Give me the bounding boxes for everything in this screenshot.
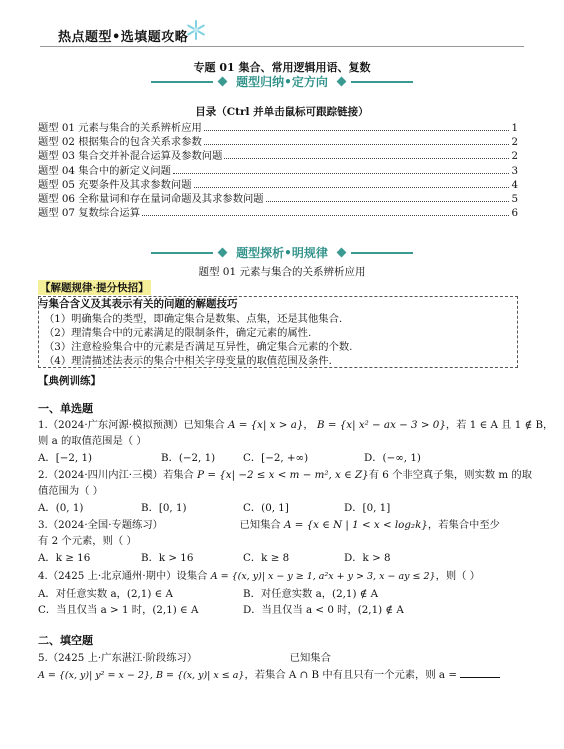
banner-line-left — [151, 81, 213, 83]
question-text: ，若 1 ∈ A 且 1 ∉ B， — [445, 419, 554, 431]
option-b[interactable]: B．[0, 1) — [141, 502, 187, 514]
banner-text: 题型归纳•定方向 — [236, 75, 328, 89]
toc-item[interactable] — [38, 119, 518, 133]
toc-item[interactable] — [38, 147, 518, 161]
math-set: B = {x| x² − ax − 3 > 0} — [316, 419, 446, 431]
banner-line-right — [351, 81, 413, 83]
toc-item[interactable] — [38, 133, 518, 147]
section-heading-single-choice: 一、单选题 — [38, 402, 93, 415]
toc-leader — [173, 173, 510, 174]
option-d[interactable]: D．当且仅当 a < 0 时，(2,1) ∉ A — [243, 604, 404, 616]
math-set: A = {x| x > a} — [228, 419, 304, 431]
section-heading-fill-in: 二、填空题 — [38, 634, 93, 647]
option-a[interactable]: A．k ≥ 16 — [38, 552, 91, 564]
question-1-stem-cont: 则 a 的取值范围是（ ） — [38, 435, 147, 447]
table-of-contents — [38, 119, 518, 218]
math-set: A = {(x, y)| x − y ≥ 1, a²x + y > 3, x − ay ≤ 2} — [210, 571, 436, 582]
toc-leader — [204, 130, 510, 131]
toc-item-label[interactable]: 题型 01 元素与集合的关系辨析应用 — [38, 122, 202, 134]
question-2-stem — [38, 466, 532, 481]
question-text: 有 6 个非空真子集，则实数 m 的取 — [368, 469, 532, 481]
tips-heading: 与集合含义及其表示有关的问题的解题技巧 — [38, 298, 238, 310]
option-d[interactable]: D．(−∞, 1) — [364, 452, 421, 464]
option-c[interactable]: C．[−2, +∞) — [243, 452, 309, 464]
toc-leader — [204, 144, 510, 145]
banner-text: 题型探析•明规律 — [236, 246, 328, 260]
question-text: 2.（2024·四川内江·三模）若集合 — [38, 469, 194, 481]
toc-item-page: 2 — [511, 150, 518, 163]
option-d[interactable]: D．k > 8 — [344, 552, 391, 564]
toc-leader — [224, 158, 509, 159]
option-a[interactable]: A．(0, 1) — [38, 502, 84, 514]
toc-item-label[interactable]: 题型 07 复数综合运算 — [38, 207, 141, 220]
question-text: ， — [303, 419, 314, 431]
option-c[interactable]: C．k ≥ 8 — [243, 552, 290, 564]
banner-line-left — [151, 252, 213, 254]
toc-item[interactable] — [38, 190, 518, 204]
question-text: ，则（ ） — [435, 570, 481, 582]
toc-item-label[interactable]: 题型 06 全称量词和存在量词命题及其求参数问题 — [38, 192, 264, 205]
toc-item-page: 3 — [511, 164, 518, 177]
question-text: 4.（2425 上·北京通州·期中）设集合 — [38, 570, 208, 582]
math-set: A = {(x, y)| y² = x − 2}, B = {(x, y)| x ≤ a} — [38, 670, 245, 681]
subsection-title: 题型 01 元素与集合的关系辨析应用 — [198, 266, 366, 278]
toc-item-page: 5 — [511, 192, 518, 205]
question-2-stem-cont: 值范围为（ ） — [38, 485, 104, 497]
diamond-icon — [218, 248, 228, 258]
tips-label: 【解题规律·提分快招】 — [40, 282, 149, 294]
toc-item-page: 6 — [511, 207, 518, 220]
question-text: ，若集合 A ∩ B 中有且只有一个元素，则 a = — [244, 669, 457, 681]
snowflake-icon — [186, 20, 206, 40]
math-set: P = {x| −2 ≤ x < m − m², x ∈ Z} — [197, 469, 369, 481]
tips-line: （3）注意检验集合中的元素是否满足互异性，确定集合元素的个数. — [44, 341, 353, 353]
option-d[interactable]: D．[0, 1] — [344, 502, 391, 514]
diamond-icon — [218, 77, 228, 87]
toc-item-label[interactable]: 题型 05 充要条件及其求参数问题 — [38, 178, 192, 191]
tips-line: （2）理清集合中的元素满足的限制条件，确定元素的属性. — [44, 327, 312, 339]
toc-item-page: 2 — [511, 136, 518, 149]
option-c[interactable]: C．(0, 1] — [243, 502, 289, 514]
option-a[interactable]: A．[−2, 1) — [38, 452, 93, 464]
header-divider — [40, 46, 524, 47]
section-banner-summary — [0, 73, 564, 90]
tips-line: （1）明确集合的类型，即确定集合是数集、点集，还是其他集合. — [44, 313, 343, 325]
toc-item[interactable] — [38, 176, 518, 190]
document-title: 专题 01 集合、常用逻辑用语、复数 — [193, 61, 371, 74]
question-4-stem — [38, 567, 480, 582]
option-b[interactable]: B．k > 16 — [141, 552, 194, 564]
option-a[interactable]: A．对任意实数 a，(2,1) ∈ A — [38, 588, 173, 600]
toc-leader — [266, 201, 510, 202]
toc-title: 目录（Ctrl 并单击鼠标可跟踪链接） — [195, 106, 369, 118]
banner-line-right — [351, 252, 413, 254]
toc-item[interactable] — [38, 162, 518, 176]
question-5-stem — [38, 649, 331, 664]
toc-item-label[interactable]: 题型 02 根据集合的包含关系求参数 — [38, 136, 202, 149]
examples-label: 【典例训练】 — [38, 375, 101, 387]
question-text: 已知集合 — [289, 652, 331, 664]
tips-line: （4）理清描述法表示的集合中相关字母变量的取值范围及条件. — [44, 355, 332, 367]
toc-item-label[interactable]: 题型 04 集合中的新定义问题 — [38, 164, 171, 177]
question-3-stem-cont: 有 2 个元素，则（ ） — [38, 535, 137, 547]
toc-item-page: 1 — [511, 122, 518, 134]
toc-leader — [142, 215, 509, 216]
toc-item[interactable] — [38, 204, 518, 218]
question-text: 3.（2024·全国·专题练习） — [38, 519, 163, 531]
option-c[interactable]: C．当且仅当 a > 1 时，(2,1) ∈ A — [38, 604, 199, 616]
answer-blank[interactable] — [460, 667, 500, 678]
question-text: 已知集合 — [239, 519, 281, 531]
option-b[interactable]: B．(−2, 1) — [161, 452, 216, 464]
toc-leader — [194, 187, 510, 188]
header-title: 热点题型•选填题攻略 — [58, 30, 189, 45]
diamond-icon — [336, 248, 346, 258]
section-banner-analysis — [0, 244, 564, 261]
question-3-stem — [38, 516, 500, 531]
diamond-icon — [336, 77, 346, 87]
toc-item-label[interactable]: 题型 03 集合交并补混合运算及参数问题 — [38, 150, 223, 163]
question-text: 1.（2024·广东河源·模拟预测）已知集合 — [38, 419, 225, 431]
question-1-stem — [38, 416, 553, 431]
toc-item-page: 4 — [511, 178, 518, 191]
question-text: 5.（2425 上·广东湛江·阶段练习） — [38, 652, 198, 664]
math-set: A = {x ∈ N | 1 < x < log₂k} — [283, 519, 428, 531]
option-b[interactable]: B．对任意实数 a，(2,1) ∉ A — [243, 588, 379, 600]
question-5-stem-cont — [38, 666, 500, 681]
question-text: ，若集合中至少 — [427, 519, 500, 531]
